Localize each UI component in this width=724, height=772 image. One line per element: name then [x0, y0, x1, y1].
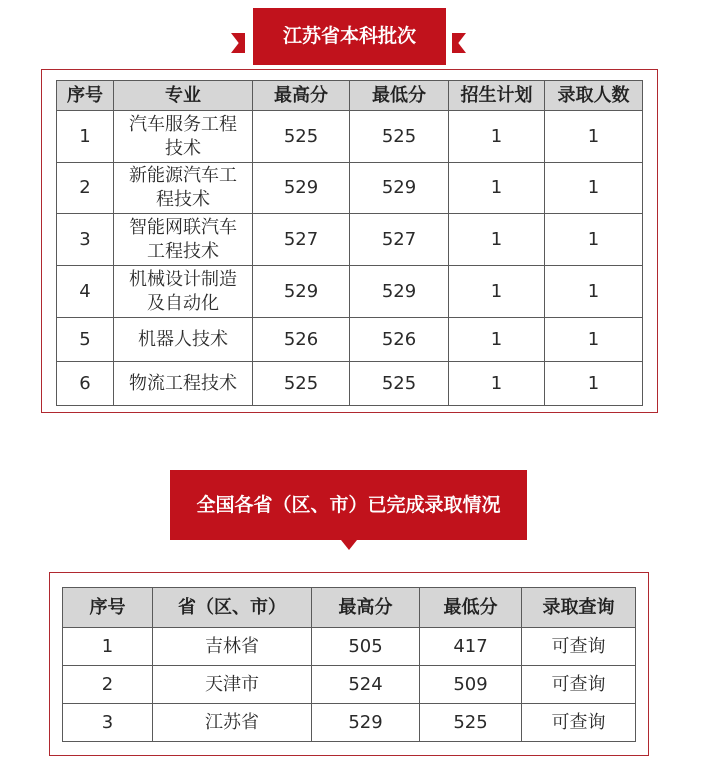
table-row: [57, 214, 643, 266]
major-line: 新能源汽车工: [129, 165, 237, 186]
row-min-score: 529: [350, 266, 449, 318]
row-no: 5: [57, 318, 114, 362]
row-min-score: 525: [420, 704, 522, 742]
row-max-score: 527: [253, 214, 350, 266]
col-header-admitted: 录取人数: [545, 81, 643, 111]
col-header-plan: 招生计划: [449, 81, 545, 111]
banner-right-flag: [452, 33, 466, 53]
row-no: 3: [63, 704, 153, 742]
major-line: 程技术: [156, 189, 210, 210]
row-major: [114, 266, 253, 318]
col-header-major: 专业: [114, 81, 253, 111]
row-admitted: 1: [545, 111, 643, 163]
table-row: [57, 318, 643, 362]
row-no: 1: [57, 111, 114, 163]
banner-left-flag: [231, 33, 245, 53]
row-max-score: 529: [312, 704, 420, 742]
row-max-score: 524: [312, 666, 420, 704]
row-query-status: 可查询: [522, 628, 636, 666]
row-admitted: 1: [545, 362, 643, 406]
major-line: 技术: [165, 137, 201, 159]
major-line: 机械设计制造: [129, 268, 237, 290]
row-plan: 1: [449, 362, 545, 406]
row-min-score: 417: [420, 628, 522, 666]
row-plan: 1: [449, 266, 545, 318]
row-min-score: 525: [350, 362, 449, 406]
section2-title: 全国各省（区、市）已完成录取情况: [196, 494, 501, 516]
row-max-score: 505: [312, 628, 420, 666]
row-max-score: 525: [253, 362, 350, 406]
table-row: [63, 704, 636, 742]
row-no: 2: [57, 163, 114, 214]
col-header-max-score: 最高分: [253, 81, 350, 111]
row-max-score: 526: [253, 318, 350, 362]
row-major: [114, 163, 253, 214]
row-no: 4: [57, 266, 114, 318]
major-line: 智能网联汽车: [129, 216, 237, 238]
row-min-score: 529: [350, 163, 449, 214]
banner-pointer: [341, 540, 357, 550]
col-header-min-score: 最低分: [420, 588, 522, 628]
col-header-no: 序号: [63, 588, 153, 628]
row-min-score: 527: [350, 214, 449, 266]
table-row: [57, 163, 643, 214]
row-no: 3: [57, 214, 114, 266]
col-header-max-score: 最高分: [312, 588, 420, 628]
row-plan: 1: [449, 318, 545, 362]
col-header-min-score: 最低分: [350, 81, 449, 111]
row-major: 机器人技术: [114, 318, 253, 362]
row-admitted: 1: [545, 214, 643, 266]
row-major: 物流工程技术: [114, 362, 253, 406]
row-min-score: 525: [350, 111, 449, 163]
row-admitted: 1: [545, 318, 643, 362]
row-province: 江苏省: [153, 704, 312, 742]
admission-table-jiangsu: [56, 80, 643, 406]
row-max-score: 529: [253, 266, 350, 318]
col-header-no: 序号: [57, 81, 114, 111]
row-no: 6: [57, 362, 114, 406]
row-query-status: 可查询: [522, 666, 636, 704]
col-header-query: 录取查询: [522, 588, 636, 628]
section2-title-banner: [170, 470, 527, 540]
row-query-status: 可查询: [522, 704, 636, 742]
row-plan: 1: [449, 111, 545, 163]
row-min-score: 509: [420, 666, 522, 704]
row-no: 2: [63, 666, 153, 704]
row-major: [114, 111, 253, 163]
table-row: [63, 628, 636, 666]
row-max-score: 525: [253, 111, 350, 163]
row-no: 1: [63, 628, 153, 666]
major-line: 汽车服务工程: [129, 113, 237, 135]
row-province: 吉林省: [153, 628, 312, 666]
table-row: [63, 666, 636, 704]
col-header-province: 省（区、市）: [153, 588, 312, 628]
major-line: 及自动化: [147, 292, 219, 314]
row-max-score: 529: [253, 163, 350, 214]
row-admitted: 1: [545, 266, 643, 318]
table-row: [57, 111, 643, 163]
section1-title: 江苏省本科批次: [282, 25, 416, 47]
row-plan: 1: [449, 214, 545, 266]
row-admitted: 1: [545, 163, 643, 214]
table-row: [57, 266, 643, 318]
table-header-row: [57, 81, 643, 111]
row-plan: 1: [449, 163, 545, 214]
row-min-score: 526: [350, 318, 449, 362]
row-major: [114, 214, 253, 266]
row-province: 天津市: [153, 666, 312, 704]
table-row: [57, 362, 643, 406]
admission-table-provinces: [62, 587, 636, 742]
section1-title-banner: [253, 8, 446, 65]
major-line: 工程技术: [147, 240, 219, 262]
table-header-row: [63, 588, 636, 628]
